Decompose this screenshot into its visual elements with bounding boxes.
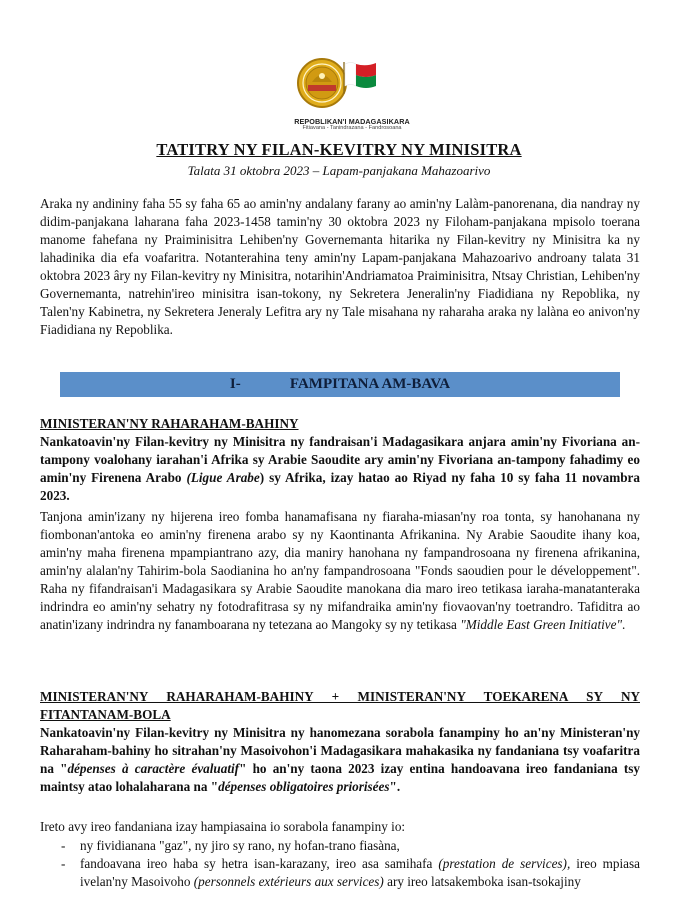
section-title: FAMPITANA AM-BAVA	[289, 376, 451, 392]
list-item-text: ny fividianana "gaz", ny jiro sy rano, ny hofan-trano fiasàna,	[80, 838, 400, 853]
decision-2-text-c: ".	[389, 779, 401, 794]
detail-paragraph-1	[40, 508, 640, 634]
bullet-dash: -	[61, 856, 66, 871]
decision-paragraph-2	[40, 724, 640, 796]
list-item-text-c: ary ireo latsakemboka isan-tsokajiny	[383, 874, 581, 889]
page-subtitle: Talata 31 oktobra 2023 – Lapam-panjakana Mahazoarivo	[187, 163, 491, 178]
bullet-dash: -	[61, 838, 66, 853]
decision-2-text-b: " ho an'ny taona 2023 izay entina handoavana ireo fandaniana tsy maintsy atao lohalaharana na "	[40, 761, 640, 794]
decision-2-italic-2: dépenses obligatoires priorisées	[218, 779, 390, 794]
section-heading	[60, 372, 620, 397]
madagascar-coat-of-arms-icon	[296, 52, 382, 114]
detail-1-text-a: Tanjona amin'izany ny hijerena ireo fomba hanamafisana ny fiaraha-miasan'ny roa tonta, sy hanohanana ny fiombonan'antoka eo amin'ny firenena arabo sy ny Kaontinanta Afrikanina. Ny Arabie Saoudite ihany koa, amin'ny maha firenena mpampiantrano azy, dia maniry hanohana ny fampandrosoana ny firenena afrikanina, amin'ny alalan'ny Tahirim-bola Saodianina ho an'ny fampandrosoana "Fonds saoudien pour le développement". Raha ny fifandraisan'i Madagasikara sy Arabie Saoudite manokana dia maro ireo tetikasa iaraha-manatanteraka indrindra eo amin'ny sehatry ny fotodrafitrasa sy ny mifandraika amin'ny fiovaovan'ny toetrandro. Tafiditra ao anatin'izany indrindra ny fanamboarana ny tetezana ao Mangoky sy ny tetikasa	[40, 509, 640, 632]
list-item	[40, 837, 640, 855]
header-emblem	[296, 52, 382, 114]
list-item-text-a: fandoavana ireo haba sy hetra isan-karazany, ireo asa samihafa	[80, 856, 439, 871]
list-item-text-b: ireo mpiasa ivelan'ny Masoivoho	[80, 856, 640, 889]
madagascar-flag-icon	[344, 62, 376, 94]
list-item-italic-1: (prestation de services),	[438, 856, 571, 871]
list-item-italic-2: (personnels extérieurs aux services)	[193, 874, 384, 889]
decision-2-text-a: Nankatoavin'ny Filan-kevitry ny Minisitra ny hanomezana sorabola fanampiny ho an'ny Ministeran'ny Raharaham-bahiny ho sitrahan'ny Masoivohon'i Madagasikara mahakasika ny fandaniana tsy voafaritra na "	[40, 725, 640, 776]
decision-2-italic-1: dépenses à caractère évaluatif	[67, 761, 240, 776]
intro-paragraph: Araka ny andininy faha 55 sy faha 65 ao amin'ny andalany farany ao amin'ny Lalàm-panorenana, dia nandray ny didim-panjakana laharana faha 2023-1458 tamin'ny 30 oktobra 2023 ny Filoham-panjakana mpisolo toerana manome fahefana ny Praiminisitra Lehiben'ny Governemanta hitarika ny Filan-kevitry ny Minisitra ka ny lahadinika dia efa voafaritra. Notanterahina teny amin'ny Lapam-panjakana Mahazoarivo androany talata 31 oktobra 2023 âry ny Filan-kevitry ny Minisitra, notarihin'Andriamatoa Praiminisitra, Ntsay Christian, Lehiben'ny Governemanta, natrehin'ireo minisitra isan-tokony, ny Sekretera Jeneralin'ny Fiadidiana ny Repoblika, ny Talen'ny Kabinetra, ny Sekretera Jeneraly Lefitra ary ny Tale misahana ny raharaha araka ny lalàna eo anivon'ny Fiadidiana ny Repoblika.	[40, 196, 640, 337]
decision-1-text-a: Nankatoavin'ny Filan-kevitry ny Minisitra ny fandraisan'i Madagasikara anjara amin'ny Fivoriana an-tampony voalohany iarahan'i Afrika sy Arabie Saoudite ary amin'ny Fivoriana an-tampony fahadimy eo amin'ny Firenena Arabo	[40, 434, 640, 485]
decision-paragraph-1	[40, 433, 640, 505]
decision-1-text-b: ) sy Afrika, izay hatao ao Riyad ny faha 10 sy faha 11 novambra 2023.	[40, 470, 640, 503]
ministry-heading-2: MINISTERAN'NY RAHARAHAM-BAHINY + MINISTERAN'NY TOEKARENA SY NY FITANTANAM-BOLA	[40, 689, 640, 722]
republic-motto: Fitiavana - Tanindrazana - Fandrosoana	[302, 125, 402, 131]
ministry-heading-1: MINISTERAN'NY RAHARAHAM-BAHINY	[40, 416, 299, 431]
detail-paragraph-2: Ireto avy ireo fandaniana izay hampiasaina io sorabola fanampiny io:	[40, 819, 406, 834]
detail-1-text-b: .	[622, 617, 626, 632]
detail-1-italic: "Middle East Green Initiative"	[460, 617, 623, 632]
page-title: TATITRY NY FILAN-KEVITRY NY MINISITRA	[156, 140, 522, 159]
list-item	[40, 855, 640, 891]
section-number: I-	[229, 376, 241, 392]
republic-name: REPOBLIKAN'I MADAGASIKARA	[294, 117, 410, 126]
decision-1-italic: (Ligue Arabe	[186, 470, 260, 485]
expense-list	[40, 837, 640, 891]
